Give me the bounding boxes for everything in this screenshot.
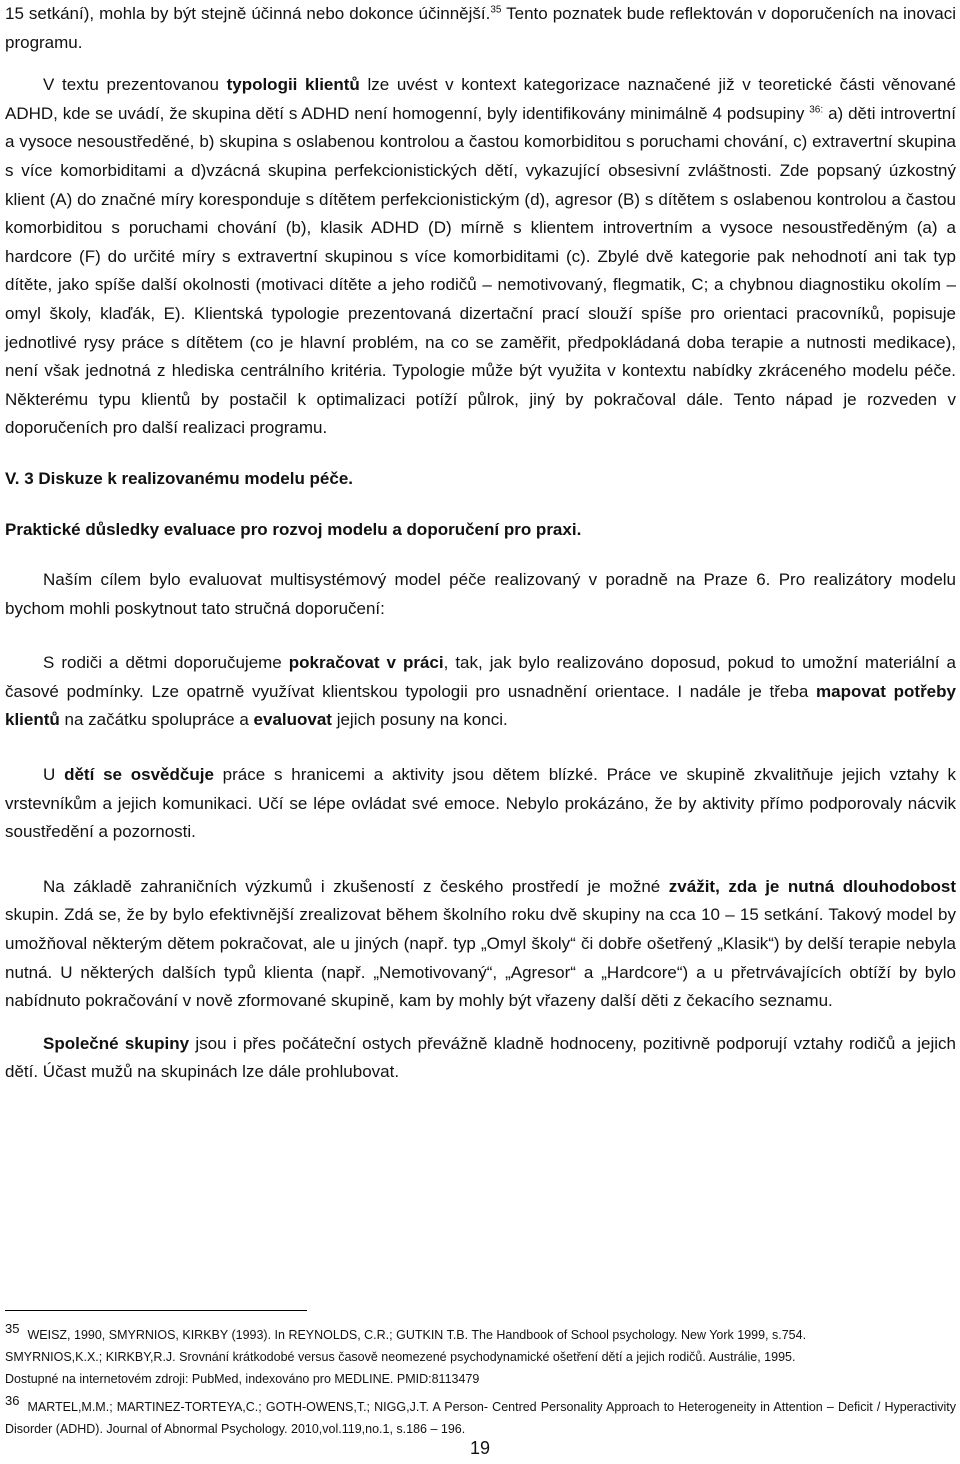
footnotes xyxy=(5,1318,956,1440)
footnote-text: MARTEL,M.M.; MARTINEZ-TORTEYA,C.; GOTH-OWENS,T.; NIGG,J.T. A Person- Centred Personality Approach to Heterogeneity in Attention – Deficit / Hyperactivity Disorder (ADHD). Journal of Abnormal Psychology. 2010,vol.119,no.1, s.186 – 196. xyxy=(5,1400,956,1436)
bold-term: dětí se osvědčuje xyxy=(64,765,214,785)
text-run: 15 setkání), mohla by být stejně účinná nebo dokonce účinnější. xyxy=(5,4,491,23)
paragraph-research xyxy=(5,873,956,1016)
footnote-35-source: Dostupné na internetovém zdroji: PubMed, indexováno pro MEDLINE. PMID:8113479 xyxy=(5,1372,480,1386)
paragraph-joint-groups xyxy=(5,1030,956,1087)
footnote-number: 36 xyxy=(5,1393,20,1408)
text-run: skupin. Zdá se, že by bylo efektivnější zrealizovat během školního roku dvě skupiny na cca 10 – 15 setkání. Takový model by umožňoval některým dětem pokračovat, ale u jiných (např. typ „Omyl školy“ či dobře ošetřený „Klasik“) by delší terapie nebyla nutná. U některých dalších typů klienta (např. „Nemotivovaný“, „Agresor“ a „Hardcore“) a u přetrvávajících obtíží by bylo nabídnuto pokračování v nově zformované skupině, kam by mohly být vřazeny další děti z čekacího seznamu. xyxy=(5,905,956,1011)
text-run: V textu prezentovanou xyxy=(43,75,227,95)
text-run: Na základě zahraničních výzkumů i zkušeností z českého prostředí je možné xyxy=(43,876,669,896)
paragraph-continuation xyxy=(5,0,956,57)
paragraph-typology xyxy=(5,71,956,443)
paragraph-parents xyxy=(5,649,956,735)
bold-term: pokračovat v práci xyxy=(288,653,444,673)
footnote-text: WEISZ, 1990, SMYRNIOS, KIRKBY (1993). In REYNOLDS, C.R.; GUTKIN T.B. The Handbook of School psychology. New York 1999, s.754. xyxy=(27,1328,807,1342)
text-run: U xyxy=(43,765,65,785)
text-run: na začátku spolupráce a xyxy=(59,710,254,730)
text-run: , tak, jak bylo realizováno doposud, pokud to umožní materiální a časové podmínky. Lze opatrně využívat klientskou typologii pro usnadnění orientace. I nadále je třeba xyxy=(5,653,956,701)
section-heading: V. 3 Diskuze k realizovanému modelu péče. xyxy=(5,468,354,488)
bold-term: typologii klientů xyxy=(226,75,360,95)
text-run: Tento poznatek bude reflektován v doporučeních na inovaci programu. xyxy=(5,4,957,52)
footnote-ref-36[interactable]: 36: xyxy=(809,104,824,116)
footnote-36 xyxy=(5,1390,956,1440)
body-text xyxy=(5,0,956,1087)
bold-term: Společné skupiny xyxy=(43,1033,190,1053)
paragraph-goal: Naším cílem bylo evaluovat multisystémový model péče realizovaný v poradně na Praze 6. Pro realizátory modelu bychom mohli poskytnout tato stručná doporučení: xyxy=(5,570,956,618)
sub-heading: Praktické důsledky evaluace pro rozvoj modelu a doporučení pro praxi. xyxy=(5,519,582,539)
text-run: a) děti introvertní a vysoce nesoustředěné, b) skupina s oslabenou kontrolou a častou komorbiditou s poruchami chování, c) extravertní skupina s více komorbiditami a d)vzácná skupina perfekcionistických dětí, vykazující obsesivní zvláštnosti. Zde popsaný úzkostný klient (A) do značné míry koresponduje s dítětem perfekcionistickým (d), agresor (B) s dítětem s oslabenou kontrolou a častou komorbiditou s poruchami chování (b), klasik ADHD (D) mírně s klientem introvertním a vysoce nesoustředěným (a) a hardcore (F) do určité míry s extravertní skupinou s více komorbiditami (c). Zbylé dvě kategorie pak nehodnotí ani tak typ dítěte, jako spíše další okolnosti (motivaci dítěte a jeho rodičů – nemotivovaný, flegmatik, C; a chybnou diagnostiku okolím – omyl školy, klaďák, E). Klientská typologie prezentovaná dizertační prací slouží spíše pro orientaci pracovníků, popisuje jednotlivé rysy práce s dítětem (co je hlavní problém, na co se zaměřit, předpokládaná doba terapie a nutnosti medikace), není však jednotná z hlediska centrálního kritéria. Typologie může být využita v kontextu nabídky zkráceného modelu péče. Některému typu klientů by postačil k optimalizaci potíží půlrok, jiný by pokračoval dále. Tento nápad je rozveden v doporučeních pro další realizaci programu. xyxy=(5,103,956,438)
bold-term: mapovat potřeby klientů xyxy=(5,681,956,730)
footnote-separator xyxy=(5,1310,307,1311)
text-run: jsou i přes počáteční ostych převážně kladně hodnoceny, pozitivně podporují vztahy rodičů a jejich dětí. Účast mužů na skupinách lze dále prohlubovat. xyxy=(5,1033,957,1082)
text-run: S rodiči a dětmi doporučujeme xyxy=(43,653,289,673)
footnote-number: 35 xyxy=(5,1321,20,1336)
page-number: 19 xyxy=(469,1438,491,1458)
bold-term: zvážit, zda je nutná dlouhodobost xyxy=(668,876,956,896)
bold-term: evaluovat xyxy=(253,710,332,730)
footnote-ref-35[interactable]: 35 xyxy=(490,4,502,16)
text-run: jejich posuny na konci. xyxy=(331,710,508,730)
footnote-35 xyxy=(5,1318,956,1346)
text-run: lze uvést v kontext kategorizace naznačené již v teoretické části věnované ADHD, kde se uvádí, že skupina dětí s ADHD není homogenní, byly identifikovány minimálně 4 podsupiny xyxy=(5,75,956,123)
text-run: práce s hranicemi a aktivity jsou dětem blízké. Práce ve skupině zkvalitňuje jejich vztahy k vrstevníkům a jejich komunikaci. Učí se lépe ovládat své emoce. Nebylo prokázáno, že by aktivity přímo podporovaly nácvik soustředění a pozornosti. xyxy=(5,765,956,842)
footnote-35-cont: SMYRNIOS,K.X.; KIRKBY,R.J. Srovnání krátkodobé versus časově neomezené psychodynamické ošetření dětí a jejich rodičů. Austrálie, 1995. xyxy=(5,1350,796,1364)
paragraph-children xyxy=(5,761,956,847)
